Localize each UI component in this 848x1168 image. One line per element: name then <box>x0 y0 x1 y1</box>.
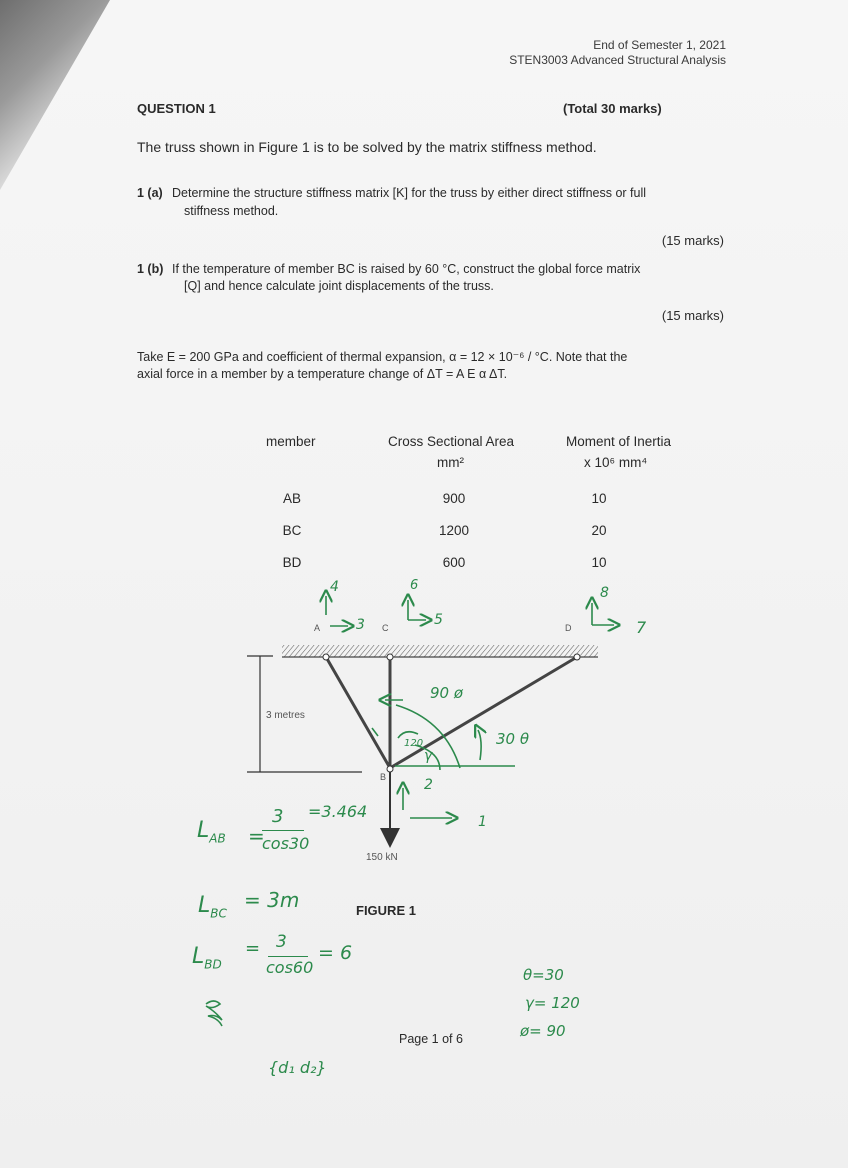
hw-displacement-vector: {d₁ d₂} <box>268 1058 327 1077</box>
question-total-marks: (Total 30 marks) <box>563 101 662 116</box>
table-row-inertia: 10 <box>591 491 607 506</box>
node-label-a: A <box>314 623 321 633</box>
hw-dof-5: 5 <box>434 612 443 628</box>
part-b-marks: (15 marks) <box>661 308 724 323</box>
part-a-marks: (15 marks) <box>661 233 724 248</box>
table-row-inertia: 20 <box>591 523 607 538</box>
header-course: STEN3003 Advanced Structural Analysis <box>509 53 726 67</box>
part-b-text-2: [Q] and hence calculate joint displacements of the truss. <box>184 279 494 293</box>
hw-lab-numerator: 3 <box>272 806 284 827</box>
hw-angle-90: 90 ø <box>430 684 464 702</box>
hw-gamma: γ <box>424 748 433 764</box>
question-intro: The truss shown in Figure 1 is to be solved by the matrix stiffness method. <box>137 139 597 155</box>
table-header-inertia: Moment of Inertia <box>566 434 672 449</box>
node-label-d: D <box>565 623 572 633</box>
hw-lab: $L_{AB}$ <box>197 818 226 846</box>
header-semester: End of Semester 1, 2021 <box>593 38 726 52</box>
hw-dof-3: 3 <box>356 617 365 633</box>
hw-lab-denominator: cos30 <box>262 834 310 853</box>
hw-angle-30: 30 θ <box>496 730 530 748</box>
part-a-text-2: stiffness method. <box>184 204 279 218</box>
table-row-member: BD <box>282 555 302 570</box>
question-title: QUESTION 1 <box>137 101 216 116</box>
table-row-area: 600 <box>442 555 466 570</box>
table-row-area: 900 <box>442 491 466 506</box>
hw-angle-120: 120 <box>404 738 424 749</box>
hw-lbc-value: = 3m <box>244 888 300 912</box>
load-label: 150 kN <box>366 852 398 863</box>
hw-dof-7: 7 <box>636 618 647 637</box>
material-text-2: axial force in a member by a temperature change of ΔT = A E α ΔT. <box>137 367 508 381</box>
height-label: 3 metres <box>266 710 305 721</box>
hw-dof-4: 4 <box>330 579 339 595</box>
hw-lbd-numerator: 3 <box>276 932 287 952</box>
hw-dof-2: 2 <box>424 777 433 793</box>
hw-lbd: $L_{BD}$ <box>192 944 222 972</box>
table-row-inertia: 10 <box>591 555 607 570</box>
table-header-area-unit: mm² <box>437 455 464 470</box>
hw-phi-value: ø= 90 <box>520 1022 566 1040</box>
hw-gamma-value: γ= 120 <box>525 994 580 1012</box>
part-a-label: 1 (a) <box>137 186 163 200</box>
node-label-b: B <box>380 772 387 782</box>
hw-lbd-denominator: cos60 <box>266 958 314 977</box>
table-row-member: BC <box>282 523 302 538</box>
part-b-text-1: If the temperature of member BC is raised by 60 °C, construct the global force matrix <box>172 262 641 276</box>
hw-theta-value: θ=30 <box>523 966 564 984</box>
table-header-inertia-unit: x 10⁶ mm⁴ <box>584 455 648 470</box>
hw-dof-6: 6 <box>410 578 419 593</box>
table-header-area: Cross Sectional Area <box>388 434 515 449</box>
table-row-area: 1200 <box>438 523 470 538</box>
part-a-text-1: Determine the structure stiffness matrix [K] for the truss by either direct stiffness or full <box>172 186 647 200</box>
hw-lbd-result: = 6 <box>318 942 353 964</box>
hw-lbc: $L_{BC}$ <box>198 893 227 921</box>
hw-dof-8: 8 <box>600 585 609 601</box>
table-row-member: AB <box>282 491 301 506</box>
page-number: Page 1 of 6 <box>399 1032 463 1046</box>
part-b-label: 1 (b) <box>137 262 164 276</box>
node-label-c: C <box>382 623 389 633</box>
material-text-1: Take E = 200 GPa and coefficient of thermal expansion, α = 12 × 10⁻⁶ / °C. Note that the <box>137 350 628 364</box>
hw-lab-result: =3.464 <box>308 802 368 821</box>
figure-caption: FIGURE 1 <box>356 903 416 918</box>
table-header-member: member <box>266 434 316 449</box>
hw-dof-1: 1 <box>478 814 487 830</box>
